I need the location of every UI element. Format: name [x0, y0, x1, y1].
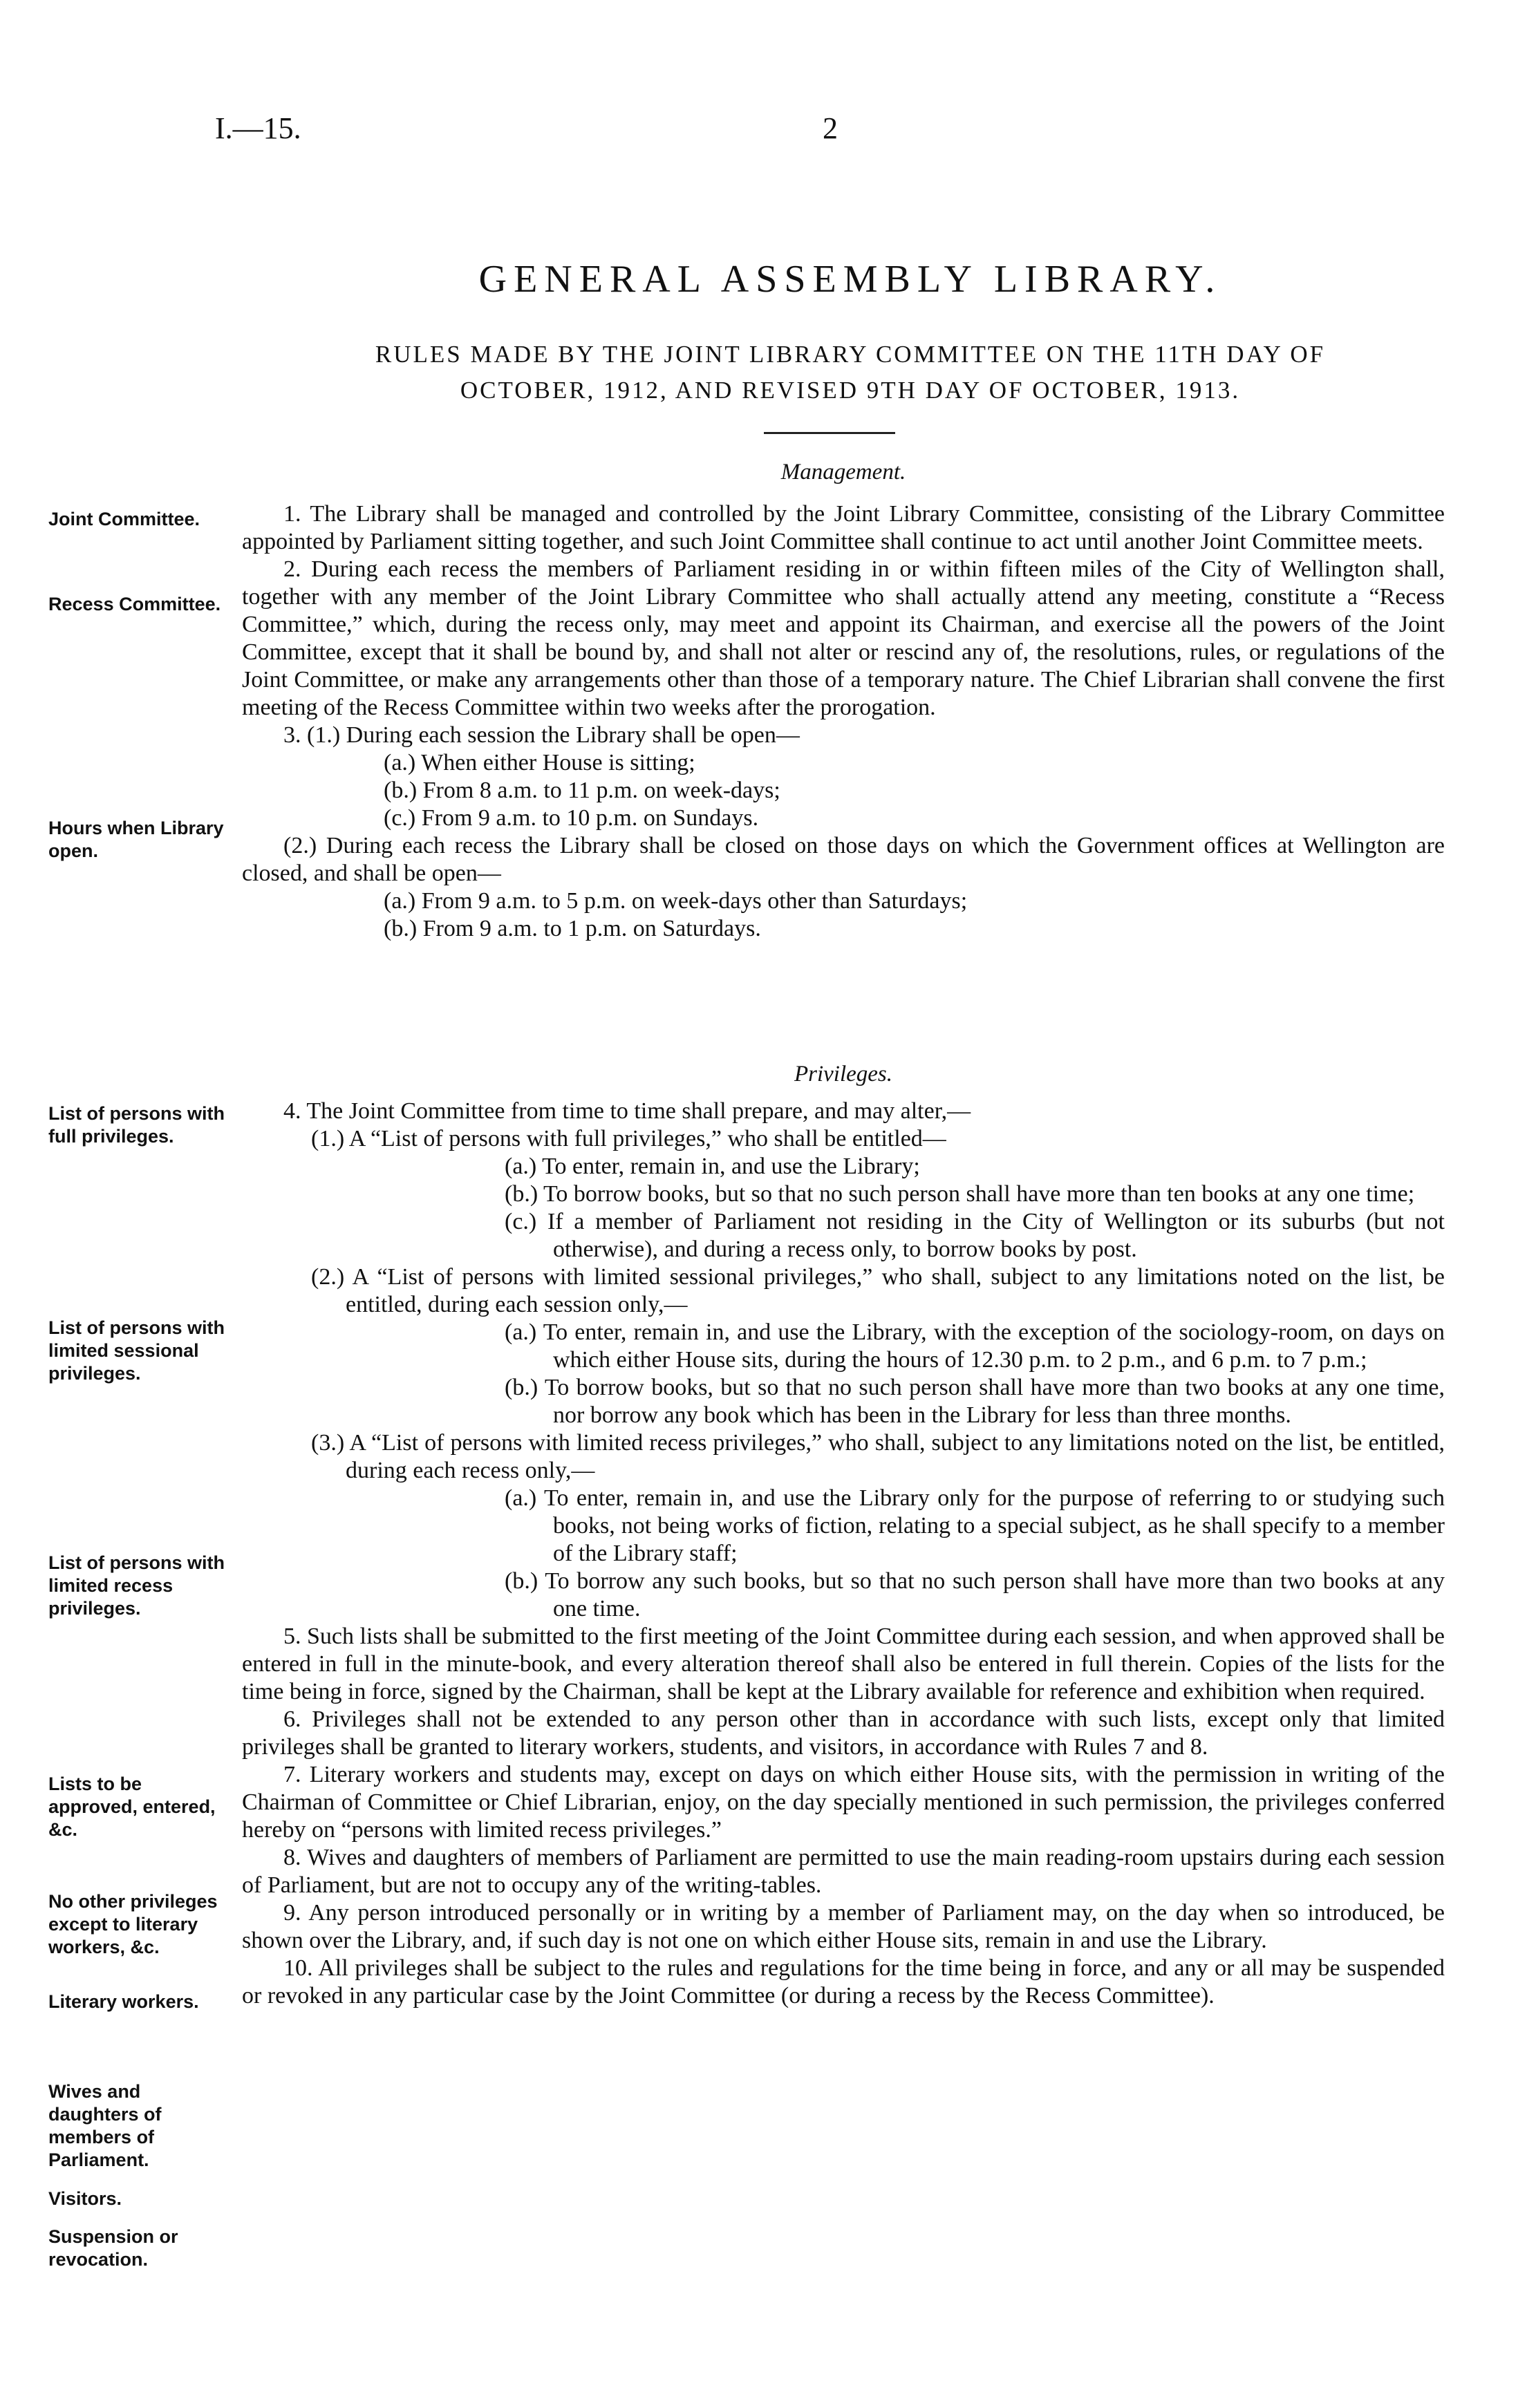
rule-4-2: (2.) A “List of persons with limited sessional privileges,” who shall, subject to any limitations noted on the list, be entitled, during each session only,— [311, 1264, 1445, 1317]
rule-4: 4. The Joint Committee from time to time shall prepare, and may alter,— [283, 1098, 971, 1124]
margin-note-literary-workers: Literary workers. [48, 1991, 199, 2012]
rule-3-1-c: (c.) From 9 a.m. to 10 p.m. on Sundays. [384, 805, 759, 831]
margin-note-hours: Hours when Library open. [48, 818, 224, 861]
rule-4-2-a: (a.) To enter, remain in, and use the Library, with the exception of the sociology-room, on days on which either House sits, during the hours of 12.30 p.m. to 2 p.m., and 6 p.m. to 7 p.m.; [505, 1319, 1445, 1373]
margin-note-no-other-privileges: No other privileges except to literary workers, &c. [48, 1891, 218, 1957]
rule-3-1-b: (b.) From 8 a.m. to 11 p.m. on week-days; [384, 778, 780, 803]
management-rules [242, 500, 1445, 943]
rule-4-1-b: (b.) To borrow books, but so that no such person shall have more than ten books at any one time; [505, 1181, 1415, 1207]
subtitle-line-2: OCTOBER, 1912, AND REVISED 9TH DAY OF OCTOBER, 1913. [460, 377, 1241, 404]
page-title: GENERAL ASSEMBLY LIBRARY. [478, 258, 1222, 301]
rule-4-3-a: (a.) To enter, remain in, and use the Library only for the purpose of referring to or studying such books, not being works of fiction, relating to a special subject, as he shall specify to a member of the Library staff; [505, 1485, 1445, 1566]
rule-6: 6. Privileges shall not be extended to any person other than in accordance with such lists, except only that limited privileges shall be granted to literary workers, students, and visitors, in accordance with Rules 7 and 8. [242, 1706, 1445, 1760]
document-reference: I.—15. [215, 111, 301, 145]
margin-note-full-privileges: List of persons with full privileges. [48, 1103, 225, 1147]
subtitle-line-1: RULES MADE BY THE JOINT LIBRARY COMMITTEE ON THE 11TH DAY OF [375, 341, 1326, 368]
rule-3-2: (2.) During each recess the Library shall be closed on those days on which the Government offices at Wellington are closed, and shall be open— [242, 833, 1445, 886]
rule-3-1: 3. (1.) During each session the Library shall be open— [283, 722, 800, 748]
rule-2: 2. During each recess the members of Parliament residing in or within fifteen miles of the City of Wellington shall, together with any member of the Joint Library Committee who shall actually attend any meeting, constitute a “Recess Committee,” which, during the recess only, may meet and appoint its Chairman, and exercise all the powers of the Joint Committee, except that it shall be bound by, and shall not alter or rescind any of, the resolutions, rules, or regulations of the Joint Committee, or make any arrangements other than those of a temporary nature. The Chief Librarian shall convene the first meeting of the Recess Committee within two weeks after the prorogation. [242, 556, 1445, 720]
rule-3-2-a: (a.) From 9 a.m. to 5 p.m. on week-days other than Saturdays; [384, 888, 968, 914]
margin-note-joint-committee: Joint Committee. [48, 509, 200, 529]
rule-4-1-a: (a.) To enter, remain in, and use the Library; [505, 1154, 920, 1179]
margin-note-recess-committee: Recess Committee. [48, 594, 221, 614]
rule-4-1-c: (c.) If a member of Parliament not residing in the City of Wellington or its suburbs (but not otherwise), and during a recess only, to borrow books by post. [505, 1209, 1445, 1262]
rule-4-2-b: (b.) To borrow books, but so that no such person shall have more than two books at any one time, nor borrow any book which has been in the Library for less than three months. [505, 1375, 1445, 1428]
margin-note-lists-approved: Lists to be approved, entered, &c. [48, 1774, 216, 1840]
margin-note-suspension: Suspension or revocation. [48, 2226, 178, 2270]
margin-note-limited-recess: List of persons with limited recess privileges. [48, 1552, 225, 1619]
rule-5: 5. Such lists shall be submitted to the first meeting of the Joint Committee during each session, and when approved shall be entered in full in the minute-book, and every alteration thereof shall also be entered in full therein. Copies of the lists for the time being in force, signed by the Chairman, shall be kept at the Library available for reference and exhibition when required. [242, 1624, 1445, 1704]
rule-9: 9. Any person introduced personally or in writing by a member of Parliament may, on the day when so introduced, be shown over the Library, and, if such day is not one on which either House sits, remain in and use the Library. [242, 1900, 1445, 1953]
rule-1: 1. The Library shall be managed and controlled by the Joint Library Committee, consisting of the Library Committee appointed by Parliament sitting together, and such Joint Committee shall continue to act until another Joint Committee meets. [242, 501, 1445, 554]
section-heading-privileges: Privileges. [794, 1062, 893, 1087]
rule-3-2-b: (b.) From 9 a.m. to 1 p.m. on Saturdays. [384, 916, 761, 941]
rule-4-3-b: (b.) To borrow any such books, but so that no such person shall have more than two books at any one time. [505, 1568, 1445, 1621]
rule-4-3: (3.) A “List of persons with limited recess privileges,” who shall, subject to any limitations noted on the list, be entitled, during each recess only,— [311, 1430, 1445, 1483]
privilege-rules [242, 1098, 1445, 2010]
margin-note-wives-daughters: Wives and daughters of members of Parliament. [48, 2081, 162, 2170]
title-divider [764, 432, 895, 434]
rule-7: 7. Literary workers and students may, except on days on which either House sits, with the permission in writing of the Chairman of Committee or Chief Librarian, enjoy, on the day specially mentioned in such permission, the privileges conferred hereby on “persons with limited recess privileges.” [242, 1762, 1445, 1843]
margin-note-visitors: Visitors. [48, 2188, 122, 2209]
page-number: 2 [823, 111, 838, 145]
rule-10: 10. All privileges shall be subject to the rules and regulations for the time being in force, and any or all may be suspended or revoked in any particular case by the Joint Committee (or during a recess by the Recess Committee). [242, 1955, 1445, 2009]
rule-3-1-a: (a.) When either House is sitting; [384, 750, 695, 775]
rule-8: 8. Wives and daughters of members of Parliament are permitted to use the main reading-room upstairs during each session of Parliament, but are not to occupy any of the writing-tables. [242, 1845, 1445, 1898]
section-heading-management: Management. [780, 460, 906, 485]
margin-note-limited-sessional: List of persons with limited sessional privileges. [48, 1317, 225, 1384]
page-subtitle [242, 337, 1459, 408]
rule-4-1: (1.) A “List of persons with full privileges,” who shall be entitled— [311, 1126, 946, 1151]
